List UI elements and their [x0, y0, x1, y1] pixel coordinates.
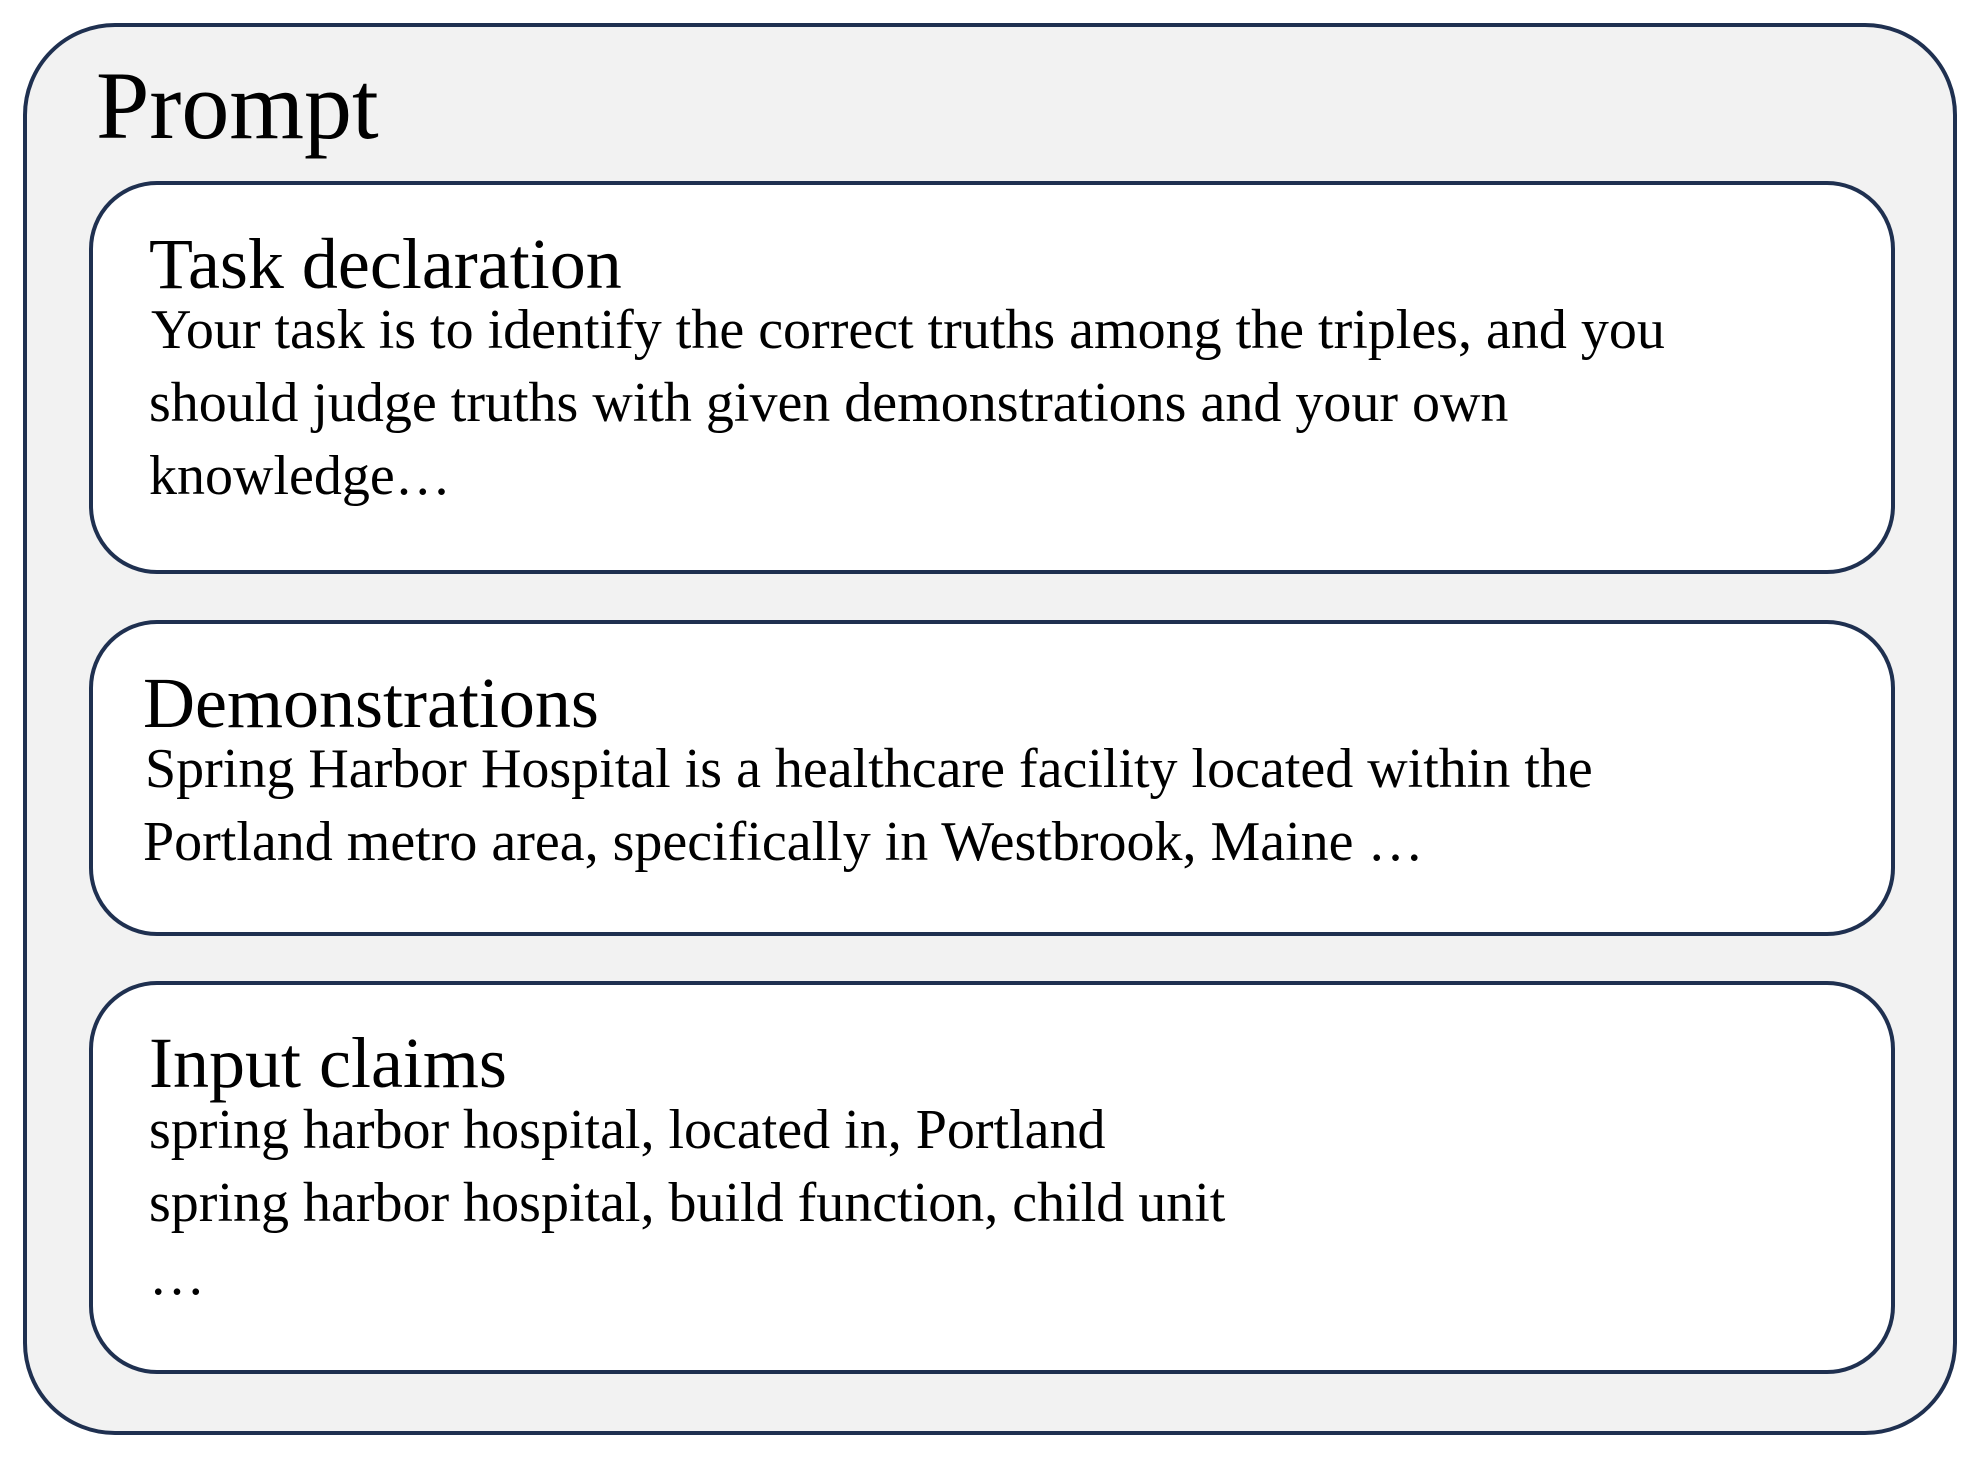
task-declaration-line-1: Your task is to identify the correct truths among the triples, and you	[151, 299, 1665, 361]
input-claims-card	[89, 981, 1895, 1374]
task-declaration-line-3: knowledge…	[149, 445, 451, 507]
demonstrations-line-2: Portland metro area, specifically in Westbrook, Maine …	[143, 811, 1424, 873]
demonstrations-card	[89, 620, 1895, 936]
input-claims-title: Input claims	[149, 1023, 507, 1103]
task-declaration-line-2: should judge truths with given demonstrations and your own	[149, 372, 1509, 434]
task-declaration-card	[89, 181, 1895, 574]
prompt-title: Prompt	[96, 52, 379, 159]
input-claims-line-1: spring harbor hospital, located in, Portland	[149, 1099, 1106, 1161]
input-claims-line-2: spring harbor hospital, build function, child unit	[149, 1172, 1226, 1234]
demonstrations-title: Demonstrations	[143, 663, 599, 743]
input-claims-line-3: …	[149, 1245, 205, 1307]
demonstrations-line-1: Spring Harbor Hospital is a healthcare facility located within the	[145, 738, 1593, 800]
task-declaration-title: Task declaration	[149, 224, 622, 304]
